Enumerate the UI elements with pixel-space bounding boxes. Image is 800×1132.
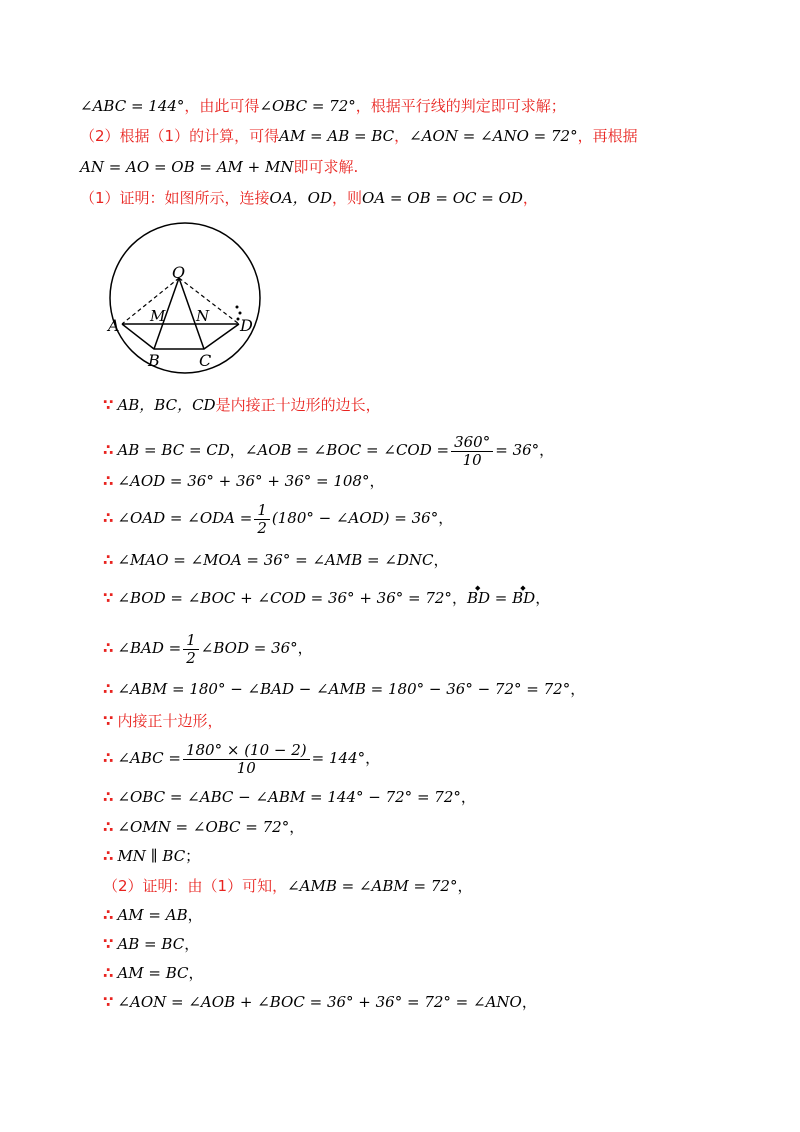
label-c: C	[199, 351, 212, 370]
step-9: ∵ 内接正十边形，	[103, 712, 223, 730]
part2-step-3: ∴ AM = BC，	[103, 964, 204, 982]
arc-bd: ◆ BD	[512, 588, 535, 608]
step-7: ∴ ∠BAD = $\frac{1}{2}$ ∠BOD = 36°，	[103, 630, 313, 667]
label-b: B	[148, 351, 160, 370]
step-4: ∴ ∠OAD = ∠ODA = $\frac{1}{2}$ (180° − ∠AOD) = 36°，	[103, 500, 454, 537]
label-n: N	[196, 307, 210, 325]
dot	[239, 312, 242, 315]
step-13: ∴ MN ∥ BC；	[103, 847, 201, 865]
step-12: ∴ ∠OMN = ∠OBC = 72°，	[103, 818, 305, 836]
step-5: ∴ ∠MAO = ∠MOA = 36° = ∠AMB = ∠DNC，	[103, 551, 449, 569]
arc-bd: ◆ BD	[467, 588, 490, 608]
step-2: ∴ AB = BC = CD，∠AOB = ∠BOC = ∠COD = $\frac{360^\circ}{10}$ = 36°，	[103, 432, 555, 469]
step-10: ∴ ∠ABC = $\frac{180^\circ \times (10 - 2)}{10}$ = 144°，	[103, 740, 381, 777]
circumscribed-circle	[110, 223, 260, 373]
step-3: ∴ ∠AOD = 36° + 36° + 36° = 108°，	[103, 472, 385, 490]
label-a: A	[108, 316, 120, 335]
intro-line-1: ∠ABC = 144°，由此可得∠OBC = 72°，根据平行线的判定即可求解；	[80, 97, 566, 115]
label-o: O	[172, 263, 186, 282]
decagon-sides	[122, 324, 239, 349]
part2-step-1: ∴ AM = AB，	[103, 906, 203, 924]
part1-heading: （1）证明：如图所示，连接OA，OD，则OA = OB = OC = OD，	[80, 189, 538, 207]
intro-line-2: （2）根据（1）的计算，可得AM = AB = BC，∠AON = ∠ANO = 72°，再根据	[80, 127, 638, 145]
math-expression: ∠ABC = 144°	[80, 97, 185, 115]
intro-line-3: AN = AO = OB = AM + MN即可求解.	[80, 158, 359, 176]
dot	[236, 306, 239, 309]
part2-step-2: ∵ AB = BC，	[103, 935, 200, 953]
part2-step-4: ∵ ∠AON = ∠AOB + ∠BOC = 36° + 36° = 72° = ∠ANO，	[103, 993, 537, 1011]
step-8: ∴ ∠ABM = 180° − ∠BAD − ∠AMB = 180° − 36° − 72° = 72°，	[103, 680, 586, 698]
fraction: $\frac{1}{2}$	[254, 502, 270, 537]
fraction: $\frac{180^\circ \times (10 - 2)}{10}$	[183, 742, 310, 777]
label-m: M	[150, 307, 166, 325]
fraction: $\frac{360^\circ}{10}$	[451, 434, 493, 469]
geometry-figure	[100, 218, 280, 378]
label-d: D	[240, 316, 253, 335]
step-1: ∵ AB，BC，CD是内接正十边形的边长，	[103, 396, 381, 414]
step-6: ∵ ∠BOD = ∠BOC + ∠COD = 36° + 36° = 72°，◆ BD = ◆ BD，	[103, 588, 550, 608]
fraction: $\frac{1}{2}$	[183, 632, 199, 667]
part2-heading: （2）证明：由（1）可知，∠AMB = ∠ABM = 72°，	[103, 877, 473, 895]
step-11: ∴ ∠OBC = ∠ABC − ∠ABM = 144° − 72° = 72°，	[103, 788, 476, 806]
